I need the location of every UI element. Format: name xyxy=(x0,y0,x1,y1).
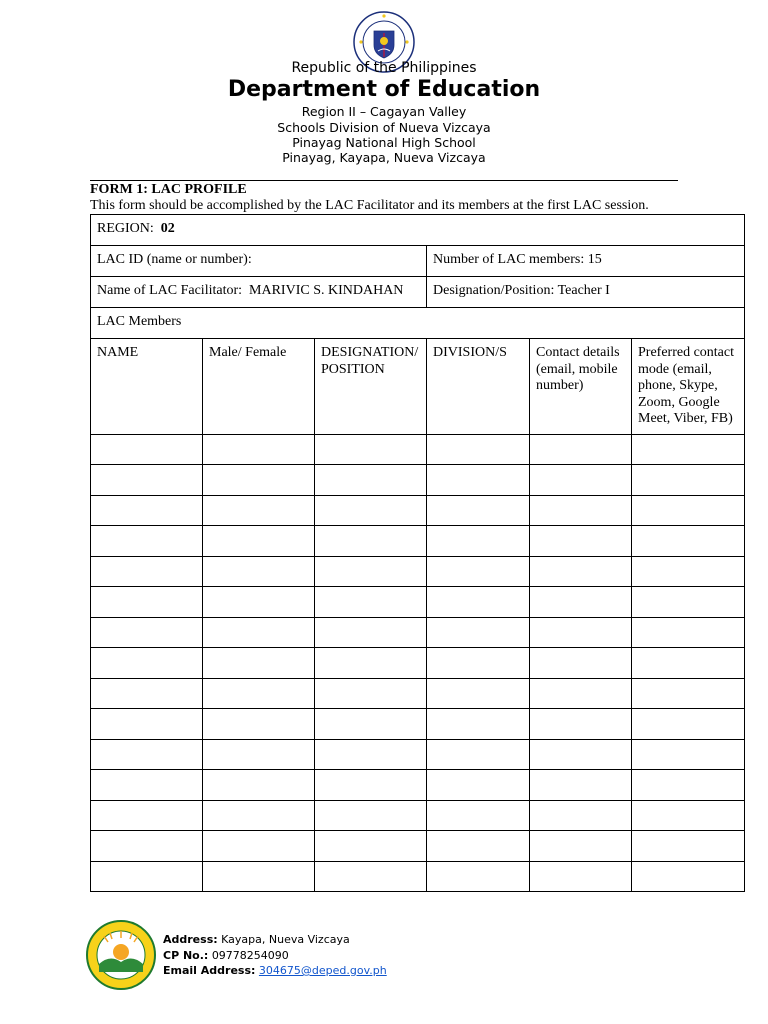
member-cell[interactable] xyxy=(91,770,203,801)
member-cell[interactable] xyxy=(203,800,315,831)
member-cell[interactable] xyxy=(203,495,315,526)
member-cell[interactable] xyxy=(315,800,427,831)
member-cell[interactable] xyxy=(530,587,632,618)
member-cell[interactable] xyxy=(427,709,530,740)
member-cell[interactable] xyxy=(530,556,632,587)
address-label: Address: xyxy=(163,933,218,946)
member-cell[interactable] xyxy=(530,800,632,831)
members-count-cell[interactable] xyxy=(427,246,745,277)
footer-email xyxy=(163,963,387,979)
member-cell[interactable] xyxy=(91,739,203,770)
member-cell[interactable] xyxy=(427,495,530,526)
region-line: Region II – Cagayan Valley xyxy=(301,104,467,119)
member-cell[interactable] xyxy=(427,739,530,770)
member-cell[interactable] xyxy=(530,770,632,801)
region-label: REGION: xyxy=(97,221,154,236)
member-cell[interactable] xyxy=(315,434,427,465)
member-cell[interactable] xyxy=(530,861,632,892)
member-cell[interactable] xyxy=(315,495,427,526)
facilitator-label: Name of LAC Facilitator: xyxy=(97,283,243,298)
member-row xyxy=(91,465,745,496)
member-row xyxy=(91,526,745,557)
member-cell[interactable] xyxy=(315,556,427,587)
member-cell[interactable] xyxy=(632,678,745,709)
member-cell[interactable] xyxy=(632,556,745,587)
member-cell[interactable] xyxy=(530,526,632,557)
member-cell[interactable] xyxy=(91,800,203,831)
member-cell[interactable] xyxy=(427,678,530,709)
member-cell[interactable] xyxy=(91,556,203,587)
member-cell[interactable] xyxy=(632,617,745,648)
member-cell[interactable] xyxy=(632,465,745,496)
member-cell[interactable] xyxy=(632,587,745,618)
phone-value: 09778254090 xyxy=(211,948,289,962)
member-cell[interactable] xyxy=(203,465,315,496)
form-title: FORM 1: LAC PROFILE xyxy=(90,182,247,197)
school-line: Pinayag National High School xyxy=(292,135,476,150)
member-cell[interactable] xyxy=(203,434,315,465)
member-cell[interactable] xyxy=(203,617,315,648)
header-divider xyxy=(90,180,678,181)
member-cell[interactable] xyxy=(91,831,203,862)
member-cell[interactable] xyxy=(203,678,315,709)
designation-label: Designation/Position: Teacher I xyxy=(433,283,610,298)
member-cell[interactable] xyxy=(203,556,315,587)
footer-address xyxy=(163,932,387,948)
member-cell[interactable] xyxy=(91,648,203,679)
lac-id-label: LAC ID (name or number): xyxy=(97,252,252,267)
member-cell[interactable] xyxy=(427,861,530,892)
member-cell[interactable] xyxy=(632,709,745,740)
member-row xyxy=(91,587,745,618)
member-row xyxy=(91,648,745,679)
address-value: Kayapa, Nueva Vizcaya xyxy=(221,933,350,946)
member-row xyxy=(91,831,745,862)
member-cell[interactable] xyxy=(632,739,745,770)
member-cell[interactable] xyxy=(203,587,315,618)
member-cell[interactable] xyxy=(427,617,530,648)
member-cell[interactable] xyxy=(530,495,632,526)
member-cell[interactable] xyxy=(530,831,632,862)
member-row xyxy=(91,617,745,648)
member-cell[interactable] xyxy=(530,678,632,709)
member-row xyxy=(91,709,745,740)
member-cell[interactable] xyxy=(203,770,315,801)
member-cell[interactable] xyxy=(203,861,315,892)
member-cell[interactable] xyxy=(427,831,530,862)
member-cell[interactable] xyxy=(91,465,203,496)
member-cell[interactable] xyxy=(315,831,427,862)
region-cell[interactable] xyxy=(91,215,745,246)
member-cell[interactable] xyxy=(315,709,427,740)
member-row xyxy=(91,678,745,709)
member-row xyxy=(91,800,745,831)
member-row xyxy=(91,739,745,770)
member-cell[interactable] xyxy=(315,770,427,801)
col-header-contact: Contact details (email, mobile number) xyxy=(530,339,632,435)
department-name: Department of Education xyxy=(227,77,541,102)
member-row xyxy=(91,434,745,465)
member-cell[interactable] xyxy=(427,587,530,618)
form-description: This form should be accomplished by the LAC Facilitator and its members at the first LAC session. xyxy=(90,198,649,213)
school-logo xyxy=(86,920,156,990)
lac-profile-table xyxy=(90,214,745,892)
member-cell[interactable] xyxy=(530,739,632,770)
member-cell[interactable] xyxy=(632,526,745,557)
member-cell[interactable] xyxy=(91,861,203,892)
member-cell[interactable] xyxy=(315,739,427,770)
col-header-division: DIVISION/S xyxy=(427,339,530,435)
col-header-sex: Male/ Female xyxy=(203,339,315,435)
phone-label: CP No.: xyxy=(163,948,209,962)
member-cell[interactable] xyxy=(91,587,203,618)
member-row xyxy=(91,861,745,892)
col-header-designation: DESIGNATION/ POSITION xyxy=(315,339,427,435)
member-cell[interactable] xyxy=(427,800,530,831)
member-row xyxy=(91,770,745,801)
member-cell[interactable] xyxy=(315,648,427,679)
member-cell[interactable] xyxy=(632,800,745,831)
member-cell[interactable] xyxy=(315,617,427,648)
footer-phone xyxy=(163,948,387,964)
col-header-name: NAME xyxy=(91,339,203,435)
member-row xyxy=(91,495,745,526)
lac-id-cell[interactable] xyxy=(91,246,427,277)
member-cell[interactable] xyxy=(530,434,632,465)
facilitator-cell[interactable] xyxy=(91,277,427,308)
member-cell[interactable] xyxy=(632,434,745,465)
member-cell[interactable] xyxy=(203,831,315,862)
member-cell[interactable] xyxy=(91,709,203,740)
member-cell[interactable] xyxy=(427,770,530,801)
member-cell[interactable] xyxy=(427,434,530,465)
division-line: Schools Division of Nueva Vizcaya xyxy=(277,120,491,135)
member-cell[interactable] xyxy=(530,465,632,496)
member-cell[interactable] xyxy=(530,617,632,648)
member-cell[interactable] xyxy=(632,648,745,679)
member-cell[interactable] xyxy=(203,739,315,770)
members-count-label: Number of LAC members: 15 xyxy=(433,252,602,267)
members-section-cell xyxy=(91,308,745,339)
member-cell[interactable] xyxy=(91,434,203,465)
member-cell[interactable] xyxy=(91,526,203,557)
member-cell[interactable] xyxy=(632,495,745,526)
member-cell[interactable] xyxy=(315,678,427,709)
members-section-label: LAC Members xyxy=(97,314,182,329)
member-cell[interactable] xyxy=(203,526,315,557)
facilitator-value: MARIVIC S. KINDAHAN xyxy=(249,283,404,298)
member-cell[interactable] xyxy=(427,556,530,587)
email-link[interactable]: 304675@deped.gov.ph xyxy=(258,964,387,977)
member-row xyxy=(91,556,745,587)
member-cell[interactable] xyxy=(427,648,530,679)
member-cell[interactable] xyxy=(427,465,530,496)
member-cell[interactable] xyxy=(530,709,632,740)
country-name: Republic of the Philippines xyxy=(291,60,477,76)
member-cell[interactable] xyxy=(91,617,203,648)
member-cell[interactable] xyxy=(315,861,427,892)
member-cell[interactable] xyxy=(632,770,745,801)
member-cell[interactable] xyxy=(91,495,203,526)
region-value: 02 xyxy=(160,221,175,236)
member-cell[interactable] xyxy=(427,526,530,557)
footer-contact xyxy=(163,932,387,979)
email-label: Email Address: xyxy=(163,964,256,977)
member-cell[interactable] xyxy=(632,831,745,862)
member-cell[interactable] xyxy=(315,587,427,618)
member-cell[interactable] xyxy=(632,861,745,892)
member-cell[interactable] xyxy=(315,465,427,496)
member-cell[interactable] xyxy=(91,678,203,709)
member-cell[interactable] xyxy=(203,709,315,740)
member-cell[interactable] xyxy=(203,648,315,679)
col-header-preferred-contact: Preferred contact mode (email, phone, Skype, Zoom, Google Meet, Viber, FB) xyxy=(632,339,745,435)
member-cell[interactable] xyxy=(315,526,427,557)
member-cell[interactable] xyxy=(530,648,632,679)
location-line: Pinayag, Kayapa, Nueva Vizcaya xyxy=(282,150,486,165)
designation-cell[interactable] xyxy=(427,277,745,308)
